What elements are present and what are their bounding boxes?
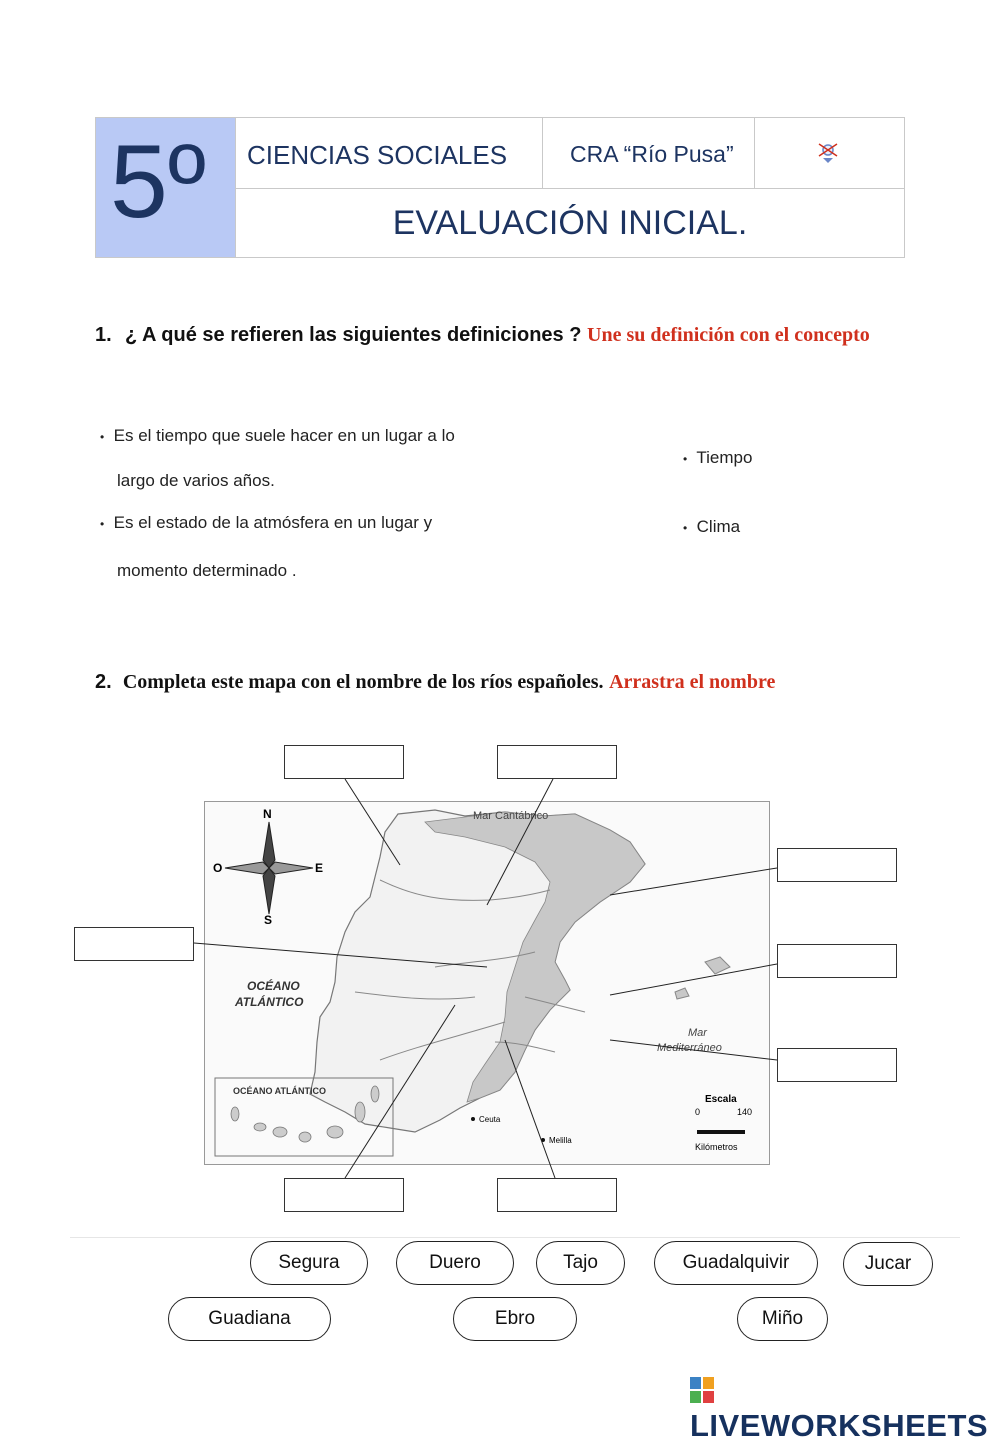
concept-tiempo[interactable]: • Tiempo (683, 448, 753, 467)
chip-guadalquivir[interactable]: Guadalquivir (654, 1241, 818, 1285)
definition-2-line2: momento determinado . (117, 561, 297, 580)
answer-box-guadiana[interactable] (284, 1178, 404, 1212)
subject-title: CIENCIAS SOCIALES (235, 118, 543, 189)
evaluation-title: EVALUACIÓN INICIAL. (392, 204, 748, 242)
scale-max: 140 (737, 1107, 753, 1117)
liveworksheets-icon (690, 1377, 714, 1403)
school-name: CRA “Río Pusa” (543, 118, 755, 189)
brand-text: LIVEWORKSHEETS (690, 1408, 989, 1443)
compass-e: E (315, 861, 324, 875)
definition-1-line1: Es el tiempo que suele hacer en un lugar a lo (113, 426, 455, 445)
scale-unit: Kilómetros (695, 1142, 738, 1152)
definition-2[interactable]: • Es el estado de la atmósfera en un lugar y momento determinado . (100, 512, 510, 582)
concept-clima-label: Clima (696, 517, 741, 536)
scale-min: 0 (695, 1107, 701, 1117)
ocean-label-1: OCÉANO (247, 979, 300, 993)
compass-o: O (213, 861, 223, 875)
chip-jucar[interactable]: Jucar (843, 1242, 933, 1286)
chip-guadiana[interactable]: Guadiana (168, 1297, 331, 1341)
chip-segura[interactable]: Segura (250, 1241, 368, 1285)
definition-1[interactable]: • Es el tiempo que suele hacer en un lugar a lo largo de varios años. (100, 425, 510, 492)
scale-title: Escala (705, 1094, 737, 1105)
question-2-number: 2. (95, 671, 112, 693)
compass-n: N (263, 807, 272, 821)
question-2-text: Completa este mapa con el nombre de los ríos españoles. (122, 671, 604, 693)
chip-duero[interactable]: Duero (396, 1241, 514, 1285)
chip-tajo[interactable]: Tajo (536, 1241, 625, 1285)
ocean-label-2: ATLÁNTICO (235, 995, 304, 1009)
question-1-number: 1. (95, 324, 112, 346)
answer-box-segura[interactable] (777, 1048, 897, 1082)
compass-s: S (264, 913, 273, 927)
answer-box-mino[interactable] (284, 745, 404, 779)
grade-label: 5º (110, 124, 206, 240)
answer-box-jucar[interactable] (777, 944, 897, 978)
inset-label: OCÉANO ATLÁNTICO (233, 1086, 326, 1096)
definition-1-line2: largo de varios años. (117, 471, 275, 490)
chip-mino[interactable]: Miño (737, 1297, 828, 1341)
sea-east-label-2: Mediterráneo (657, 1042, 722, 1054)
concept-clima[interactable]: • Clima (683, 517, 741, 536)
definition-2-line1: Es el estado de la atmósfera en un lugar y (113, 513, 433, 532)
sea-east-label-1: Mar (688, 1027, 707, 1039)
city-melilla: Melilla (549, 1136, 572, 1145)
answer-box-duero[interactable] (497, 745, 617, 779)
chip-ebro[interactable]: Ebro (453, 1297, 577, 1341)
question-1-instruction: Une su definición con el concepto (587, 324, 870, 346)
answer-box-ebro[interactable] (777, 848, 897, 882)
divider (70, 1237, 960, 1238)
answer-box-tajo[interactable] (74, 927, 194, 961)
liveworksheets-logo (690, 1372, 1000, 1443)
concept-tiempo-label: Tiempo (696, 448, 753, 467)
city-ceuta: Ceuta (479, 1115, 501, 1124)
sea-north-label: Mar Cantábrico (473, 810, 549, 822)
question-1-text: ¿ A qué se refieren las siguientes definiciones ? (125, 324, 582, 346)
answer-box-guadalquivir[interactable] (497, 1178, 617, 1212)
question-2-instruction: Arrastra el nombre (609, 671, 776, 693)
